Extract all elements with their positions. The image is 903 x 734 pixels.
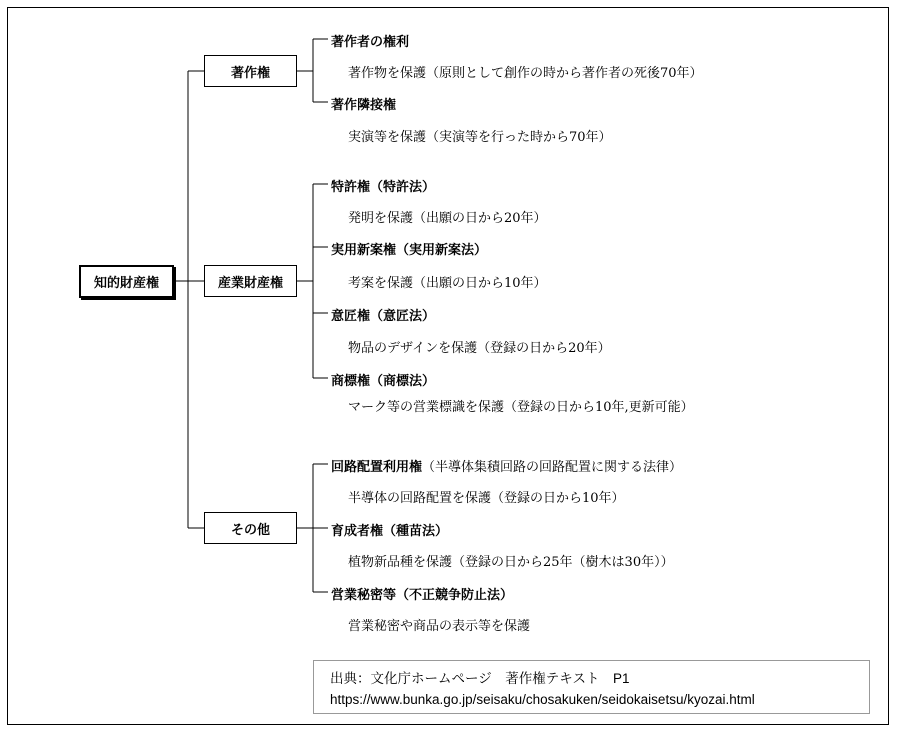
root-node — [79, 265, 174, 298]
category-copyright — [204, 55, 297, 87]
source-citation-box — [313, 660, 870, 714]
right-title — [331, 370, 435, 389]
right-title — [331, 456, 682, 475]
category-label: 著作権 — [230, 65, 270, 81]
right-title-text: 特許権（特許法） — [331, 180, 436, 195]
right-title-note: （半導体集積回路の回路配置に関する法律） — [422, 460, 683, 475]
root-node-label: 知的財産権 — [93, 276, 159, 291]
right-description: 営業秘密や商品の表示等を保護 — [348, 619, 531, 634]
right-title-text: 育成者権（種苗法） — [331, 524, 449, 539]
right-title — [331, 31, 409, 50]
right-description: 半導体の回路配置を保護（登録の日から10年） — [348, 491, 625, 506]
right-title-text: 著作者の権利 — [331, 35, 410, 50]
right-title — [331, 94, 396, 113]
right-description: 実演等を保護（実演等を行った時から70年） — [348, 130, 612, 145]
right-title-text: 商標権（商標法） — [331, 374, 436, 389]
right-title — [331, 520, 448, 539]
source-citation-text: 出典：文化庁ホームページ 著作権テキスト P1 — [330, 671, 630, 686]
right-title-text: 著作隣接権 — [331, 98, 397, 113]
right-title-text: 回路配置利用権 — [331, 460, 423, 475]
right-title-text: 実用新案権（実用新案法） — [331, 243, 488, 258]
category-industrial-property — [204, 265, 297, 297]
right-description: 発明を保護（出願の日から20年） — [348, 211, 547, 226]
right-title-text: 営業秘密等（不正競争防止法） — [331, 588, 514, 603]
right-description: 物品のデザインを保護（登録の日から20年） — [348, 341, 611, 356]
right-description: マーク等の営業標識を保護（登録の日から10年,更新可能） — [348, 400, 694, 415]
right-title — [331, 584, 513, 603]
right-title — [331, 239, 487, 258]
source-url[interactable]: https://www.bunka.go.jp/seisaku/chosakuken/seidokaisetsu/kyozai.html — [330, 692, 755, 707]
category-label: 産業財産権 — [217, 275, 283, 291]
right-description: 植物新品種を保護（登録の日から25年（樹木は30年）） — [348, 555, 674, 570]
right-title-text: 意匠権（意匠法） — [331, 309, 436, 324]
right-title — [331, 176, 435, 195]
right-title — [331, 305, 435, 324]
category-label: その他 — [230, 522, 270, 538]
right-description: 考案を保護（出願の日から10年） — [348, 276, 547, 291]
right-description: 著作物を保護（原則として創作の時から著作者の死後70年） — [348, 66, 703, 81]
category-other — [204, 512, 297, 544]
